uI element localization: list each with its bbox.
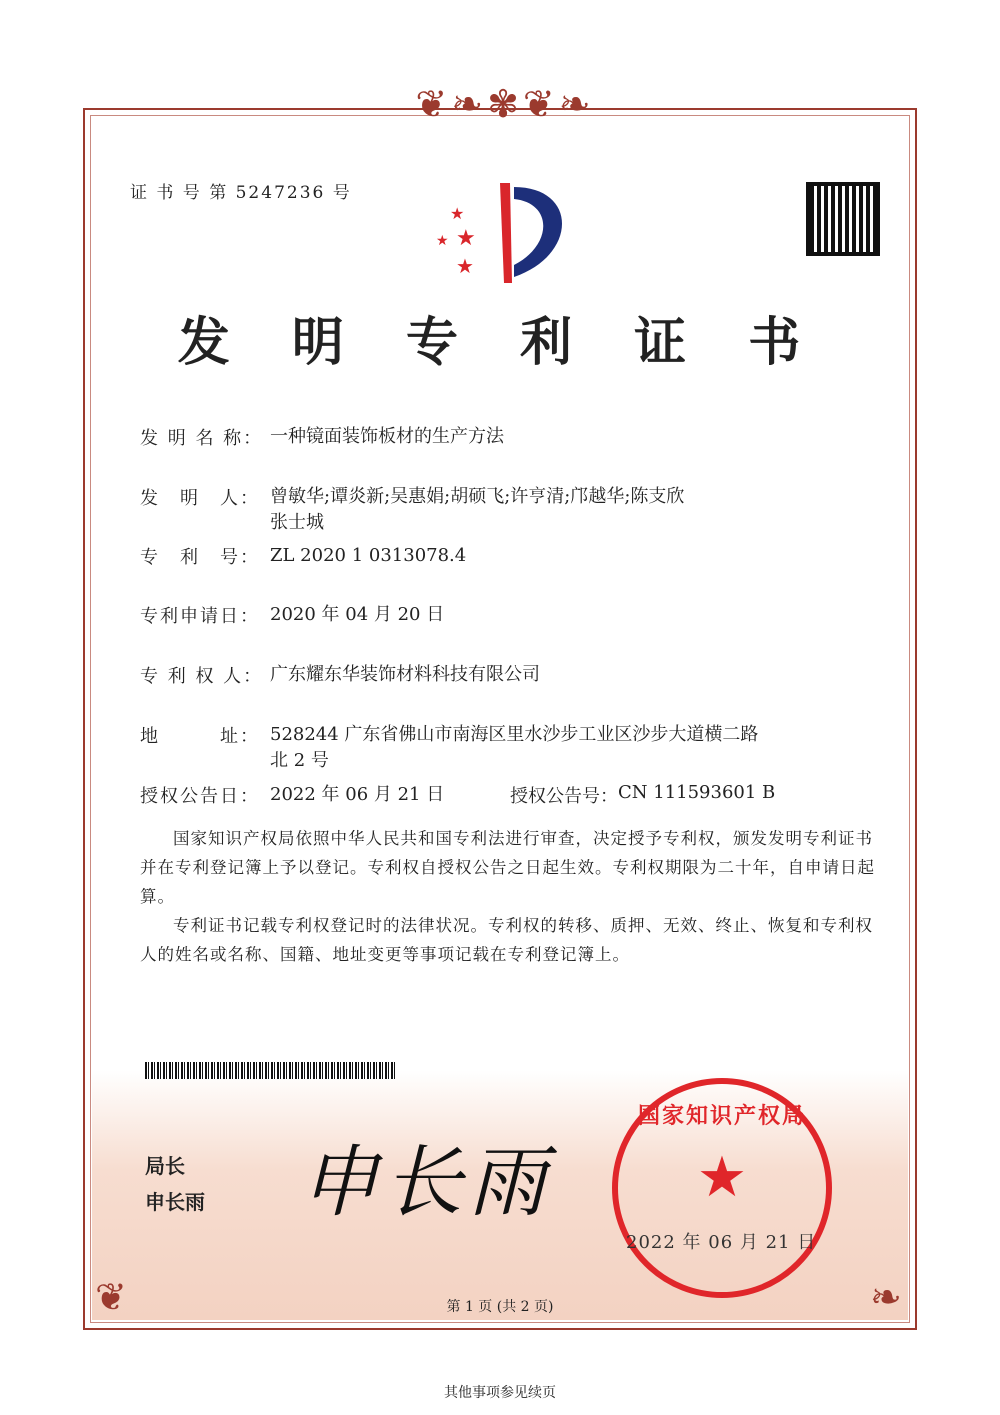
field-value: ZL 2020 1 0313078.4 [270, 545, 467, 566]
cnipa-logo [428, 175, 578, 287]
field-label: 专 利 号： [140, 547, 260, 568]
field-value: 2022 年 06 月 21 日 [270, 784, 445, 805]
barcode [145, 1062, 395, 1079]
field-value: 广东耀东华装饰材料科技有限公司 [270, 664, 540, 685]
signatory-name: 申长雨 [145, 1190, 205, 1214]
seal-date: 2022 年 06 月 21 日 [626, 1232, 817, 1253]
field-label: 发 明 名 称： [140, 428, 264, 449]
svg-text:★: ★ [436, 233, 449, 249]
paragraph: 国家知识产权局依照中华人民共和国专利法进行审查，决定授予专利权，颁发发明专利证书并在专利登记簿上予以登记。专利权自授权公告之日起生效。专利权期限为二十年，自申请日起算。 [140, 829, 875, 906]
field-patent-number [140, 543, 770, 569]
field-patentee [140, 662, 770, 688]
svg-text:★: ★ [456, 226, 476, 251]
document-title: 发 明 专 利 证 书 [177, 312, 823, 373]
field-value: 曾敏华;谭炎新;吴惠娟;胡硕飞;许亨清;邝越华;陈支欣 张士城 [270, 486, 685, 533]
seal-text: 国家知识产权局 [637, 1103, 806, 1129]
field-label: 专 利 权 人： [140, 666, 264, 687]
national-emblem-icon: ★ [696, 1145, 748, 1210]
announcement-label: 授权公告号： [510, 786, 618, 807]
field-value: 528244 广东省佛山市南海区里水沙步工业区沙步大道横二路北 2 号 [270, 724, 759, 771]
field-value: 2020 年 04 月 20 日 [270, 604, 445, 625]
corner-ornament-icon: ❦ [95, 1275, 127, 1319]
field-address [140, 722, 760, 774]
field-filing-date [140, 602, 770, 628]
official-seal [612, 1078, 832, 1298]
certificate-number: 证 书 号 第 5247236 号 [130, 183, 352, 203]
field-label: 地 址： [140, 726, 260, 747]
body-text [140, 824, 885, 969]
top-ornament-icon: ❦❧✾❦❧ [415, 82, 595, 126]
signatory-title: 局长 [145, 1154, 185, 1178]
footer-note: 其他事项参见续页 [444, 1385, 556, 1401]
field-value: 一种镜面装饰板材的生产方法 [270, 426, 504, 447]
paragraph: 专利证书记载专利权登记时的法律状况。专利权的转移、质押、无效、终止、恢复和专利权人的姓名或名称、国籍、地址变更等事项记载在专利登记簿上。 [140, 916, 873, 964]
field-label: 授权公告日： [140, 786, 260, 807]
page-indicator: 第 1 页 (共 2 页) [446, 1299, 554, 1315]
announcement-value: CN 111593601 B [618, 782, 776, 803]
field-grant-date [140, 782, 775, 808]
corner-ornament-icon: ❧ [870, 1275, 902, 1319]
field-label: 专利申请日： [140, 606, 260, 627]
field-inventors [140, 484, 870, 536]
qr-code [806, 182, 880, 256]
handwritten-signature: 申长雨 [300, 1138, 553, 1228]
field-label: 发 明 人： [140, 488, 260, 509]
field-invention-name [140, 424, 770, 450]
svg-text:★: ★ [456, 254, 474, 278]
svg-text:★: ★ [450, 204, 465, 223]
